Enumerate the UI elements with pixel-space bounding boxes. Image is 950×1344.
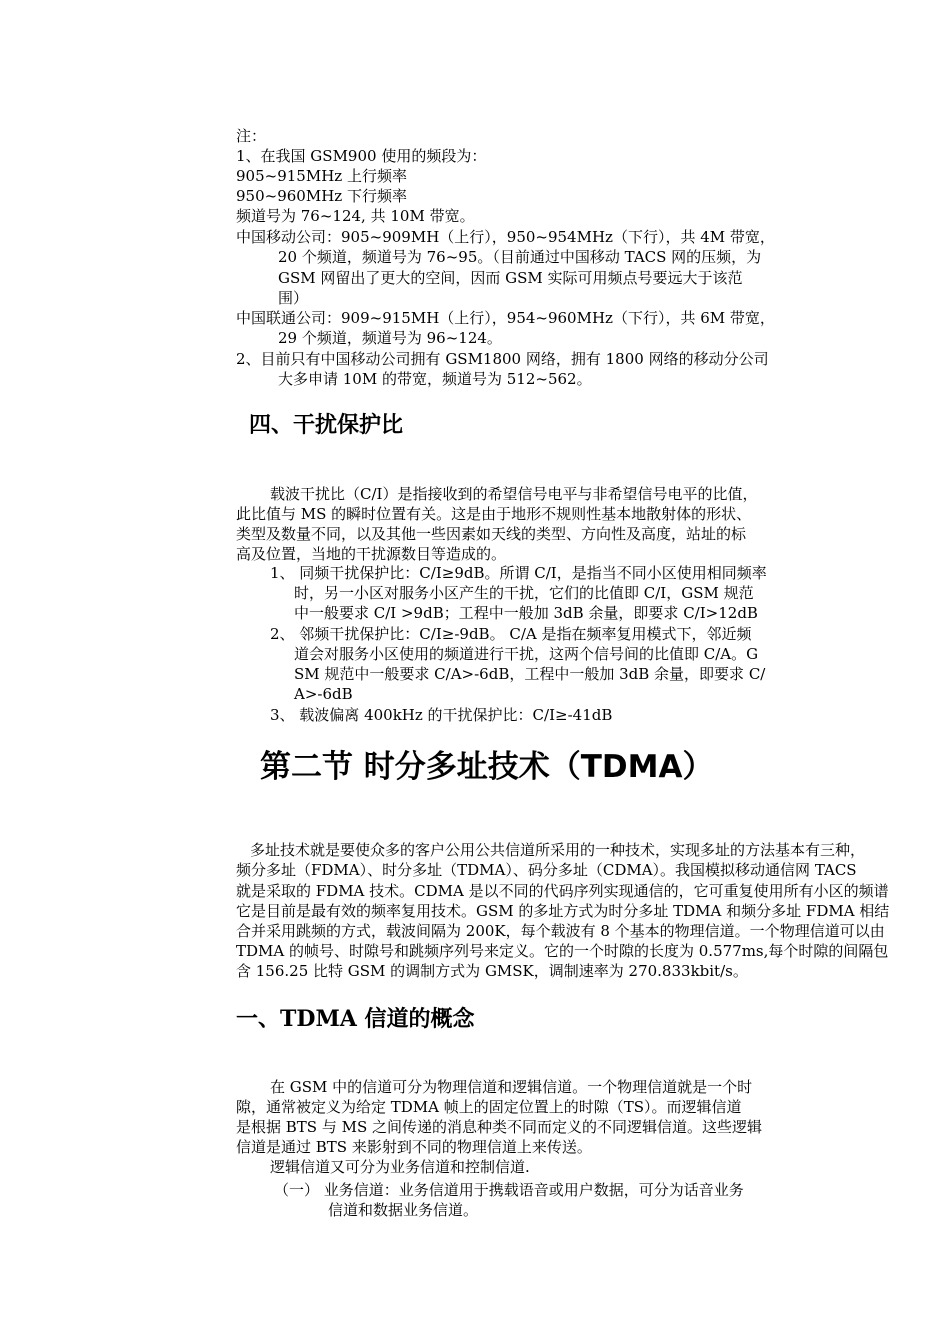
paragraph-line: 此比值与 MS 的瞬时位置有关。这是由于地形不规则性基本地散射体的形状、 xyxy=(236,505,752,523)
paragraph-line: 在 GSM 中的信道可分为物理信道和逻辑信道。一个物理信道就是一个时 xyxy=(270,1078,753,1096)
paragraph-line: 载波干扰比（C/I）是指接收到的希望信号电平与非希望信号电平的比值， xyxy=(270,485,758,503)
notes-line: 905~915MHz 上行频率 xyxy=(236,167,407,185)
notes-line: 1、在我国 GSM900 使用的频段为： xyxy=(236,147,487,165)
list-item-cont: 信道和数据业务信道。 xyxy=(328,1201,479,1219)
notes-line: 大多申请 10M 的带宽，频道号为 512~562。 xyxy=(278,370,592,388)
notes-line: 中国联通公司：909~915MH（上行），954~960MHz（下行），共 6M 带宽， xyxy=(236,309,775,327)
list-item-cont: A>-6dB xyxy=(294,685,353,703)
paragraph-line: TDMA 的帧号、时隙号和跳频序列号来定义。它的一个时隙的长度为 0.577ms,每个时隙的间隔包 xyxy=(236,942,889,960)
paragraph-line: 合并采用跳频的方式，载波间隔为 200K，每个载波有 8 个基本的物理信道。一个物理信道可以由 xyxy=(236,922,885,940)
list-item: 1、 同频干扰保护比：C/I≥9dB。所谓 C/I，是指当不同小区使用相同频率 xyxy=(270,564,767,582)
notes-line: 950~960MHz 下行频率 xyxy=(236,187,407,205)
chapter-heading: 第二节 时分多址技术（TDMA） xyxy=(260,749,714,785)
section-heading: 四、干扰保护比 xyxy=(249,413,404,438)
list-item-cont: SM 规范中一般要求 C/A>-6dB，工程中一般加 3dB 余量，即要求 C/ xyxy=(294,665,766,683)
notes-line: GSM 网留出了更大的空间，因而 GSM 实际可用频点号要远大于该范 xyxy=(278,269,743,287)
notes-line: 20 个频道，频道号为 76~95。（目前通过中国移动 TACS 网的压频，为 xyxy=(278,248,762,266)
list-item: （一） 业务信道：业务信道用于携载语音或用户数据，可分为话音业务 xyxy=(274,1181,744,1199)
section-heading: 一、TDMA 信道的概念 xyxy=(236,1006,475,1032)
paragraph-line: 是根据 BTS 与 MS 之间传递的消息种类不同而定义的不同逻辑信道。这些逻辑 xyxy=(236,1118,763,1136)
notes-line: 2、目前只有中国移动公司拥有 GSM1800 网络，拥有 1800 网络的移动分公司 xyxy=(236,350,769,368)
paragraph-line: 高及位置，当地的干扰源数目等造成的。 xyxy=(236,545,507,563)
paragraph-line: 频分多址（FDMA）、时分多址（TDMA）、码分多址（CDMA）。我国模拟移动通信网 TACS xyxy=(236,861,857,879)
notes-line: 围） xyxy=(278,289,309,307)
paragraph-line: 含 156.25 比特 GSM 的调制方式为 GMSK，调制速率为 270.833kbit/s。 xyxy=(236,962,748,980)
paragraph-line: 信道是通过 BTS 来影射到不同的物理信道上来传送。 xyxy=(236,1138,592,1156)
list-item: 3、 载波偏离 400kHz 的干扰保护比：C/I≥-41dB xyxy=(270,706,613,724)
paragraph-line: 类型及数量不同，以及其他一些因素如天线的类型、方向性及高度，站址的标 xyxy=(236,525,747,543)
paragraph-line: 多址技术就是要使众多的客户公用公共信道所采用的一种技术，实现多址的方法基本有三种， xyxy=(250,841,866,859)
list-item-cont: 时，另一小区对服务小区产生的干扰，它们的比值即 C/I，GSM 规范 xyxy=(294,584,754,602)
paragraph-line: 隙，通常被定义为给定 TDMA 帧上的固定位置上的时隙（TS）。而逻辑信道 xyxy=(236,1098,742,1116)
notes-line: 中国移动公司：905~909MH（上行），950~954MHz（下行），共 4M 带宽， xyxy=(236,228,775,246)
list-item-cont: 中一般要求 C/I >9dB；工程中一般加 3dB 余量，即要求 C/I>12dB xyxy=(294,604,758,622)
paragraph-line: 它是目前是最有效的频率复用技术。GSM 的多址方式为时分多址 TDMA 和频分多址 FDMA 相结 xyxy=(236,902,890,920)
paragraph-line: 逻辑信道又可分为业务信道和控制信道. xyxy=(270,1158,530,1176)
list-item-cont: 道会对服务小区使用的频道进行干扰，这两个信号间的比值即 C/A。G xyxy=(294,645,759,663)
list-item: 2、 邻频干扰保护比：C/I≥-9dB。 C/A 是指在频率复用模式下，邻近频 xyxy=(270,625,752,643)
notes-line: 频道号为 76~124, 共 10M 带宽。 xyxy=(236,207,475,225)
notes-line: 29 个频道，频道号为 96~124。 xyxy=(278,329,502,347)
notes-label: 注： xyxy=(236,127,267,145)
paragraph-line: 就是采取的 FDMA 技术。CDMA 是以不同的代码序列实现通信的，它可重复使用所有小区的频谱 xyxy=(236,882,889,900)
